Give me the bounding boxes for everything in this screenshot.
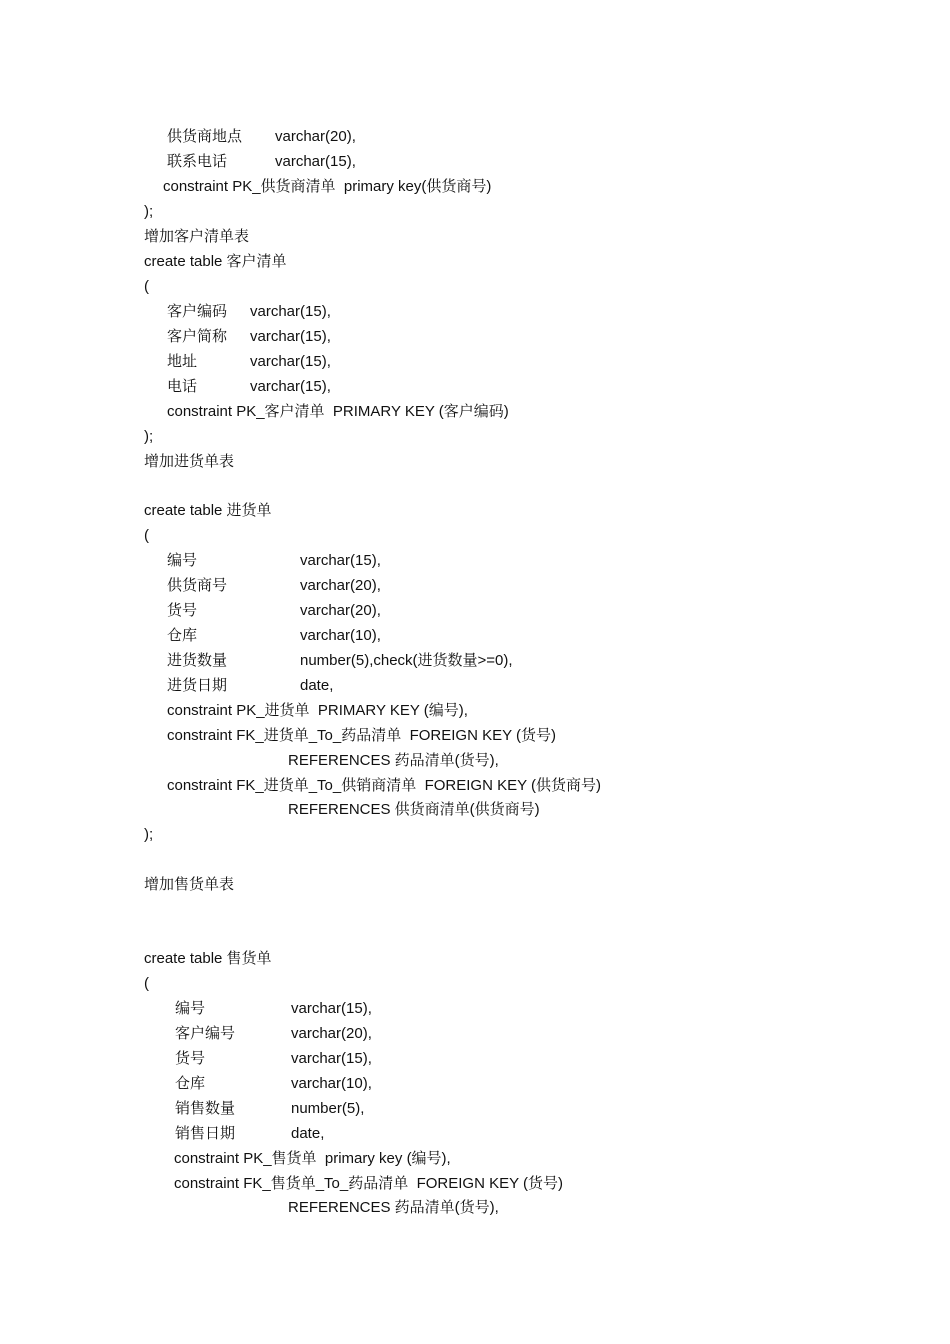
section-heading: 增加售货单表 xyxy=(144,876,235,893)
text-line: 供货商号 xyxy=(167,577,228,594)
text-line: varchar(15), xyxy=(250,378,331,395)
text-line: varchar(15), xyxy=(275,153,356,170)
text-line: 仓库 xyxy=(175,1075,206,1092)
text-line: constraint PK_客户清单 PRIMARY KEY (客户编码) xyxy=(167,403,509,420)
text-line: varchar(20), xyxy=(300,577,381,594)
text-line: varchar(15), xyxy=(300,552,381,569)
text-line: date, xyxy=(291,1125,325,1142)
text-line: varchar(15), xyxy=(291,1050,372,1067)
text-line: 地址 xyxy=(167,353,198,370)
text-line: create table 售货单 xyxy=(144,950,272,967)
text-line: 货号 xyxy=(175,1050,206,1067)
text-line: 货号 xyxy=(167,602,198,619)
text-line: REFERENCES 药品清单(货号), xyxy=(288,1199,499,1216)
text-line: ); xyxy=(144,428,154,445)
text-line: constraint PK_进货单 PRIMARY KEY (编号), xyxy=(167,702,468,719)
section-heading: 增加客户清单表 xyxy=(144,228,250,245)
text-line: constraint FK_进货单_To_药品清单 FOREIGN KEY (货号) xyxy=(167,727,556,744)
text-line: number(5),check(进货数量>=0), xyxy=(300,652,513,669)
text-line: ( xyxy=(144,975,149,992)
text-line: 客户编码 xyxy=(167,303,228,320)
text-line: 联系电话 xyxy=(167,153,228,170)
text-line: ); xyxy=(144,826,154,843)
text-line: 进货数量 xyxy=(167,652,228,669)
section-heading: 增加进货单表 xyxy=(144,453,235,470)
text-line: varchar(20), xyxy=(291,1025,372,1042)
text-line: create table 客户清单 xyxy=(144,253,287,270)
text-line: ( xyxy=(144,278,149,295)
text-line: 电话 xyxy=(167,378,198,395)
text-line: varchar(20), xyxy=(275,128,356,145)
text-line: constraint FK_售货单_To_药品清单 FOREIGN KEY (货号) xyxy=(174,1175,563,1192)
text-line: 客户编号 xyxy=(175,1025,236,1042)
text-line: ( xyxy=(144,527,149,544)
text-line: varchar(15), xyxy=(291,1000,372,1017)
text-line: constraint PK_供货商清单 primary key(供货商号) xyxy=(163,178,492,195)
text-line: 编号 xyxy=(167,552,198,569)
text-line: 销售数量 xyxy=(175,1100,236,1117)
text-line: date, xyxy=(300,677,334,694)
text-line: varchar(15), xyxy=(250,328,331,345)
text-line: 供货商地点 xyxy=(167,128,243,145)
text-line: create table 进货单 xyxy=(144,502,272,519)
text-line: ); xyxy=(144,203,154,220)
text-line: constraint FK_进货单_To_供销商清单 FOREIGN KEY (供货商号) xyxy=(167,777,601,794)
text-line: 进货日期 xyxy=(167,677,228,694)
text-line: varchar(20), xyxy=(300,602,381,619)
text-line: number(5), xyxy=(291,1100,365,1117)
text-line: REFERENCES 药品清单(货号), xyxy=(288,752,499,769)
text-line: constraint PK_售货单 primary key (编号), xyxy=(174,1150,451,1167)
text-line: 客户简称 xyxy=(167,328,228,345)
text-line: 编号 xyxy=(175,1000,206,1017)
text-line: 仓库 xyxy=(167,627,198,644)
text-line: varchar(15), xyxy=(250,353,331,370)
text-line: REFERENCES 供货商清单(供货商号) xyxy=(288,801,540,818)
text-line: 销售日期 xyxy=(175,1125,236,1142)
text-line: varchar(15), xyxy=(250,303,331,320)
text-line: varchar(10), xyxy=(291,1075,372,1092)
text-line: varchar(10), xyxy=(300,627,381,644)
